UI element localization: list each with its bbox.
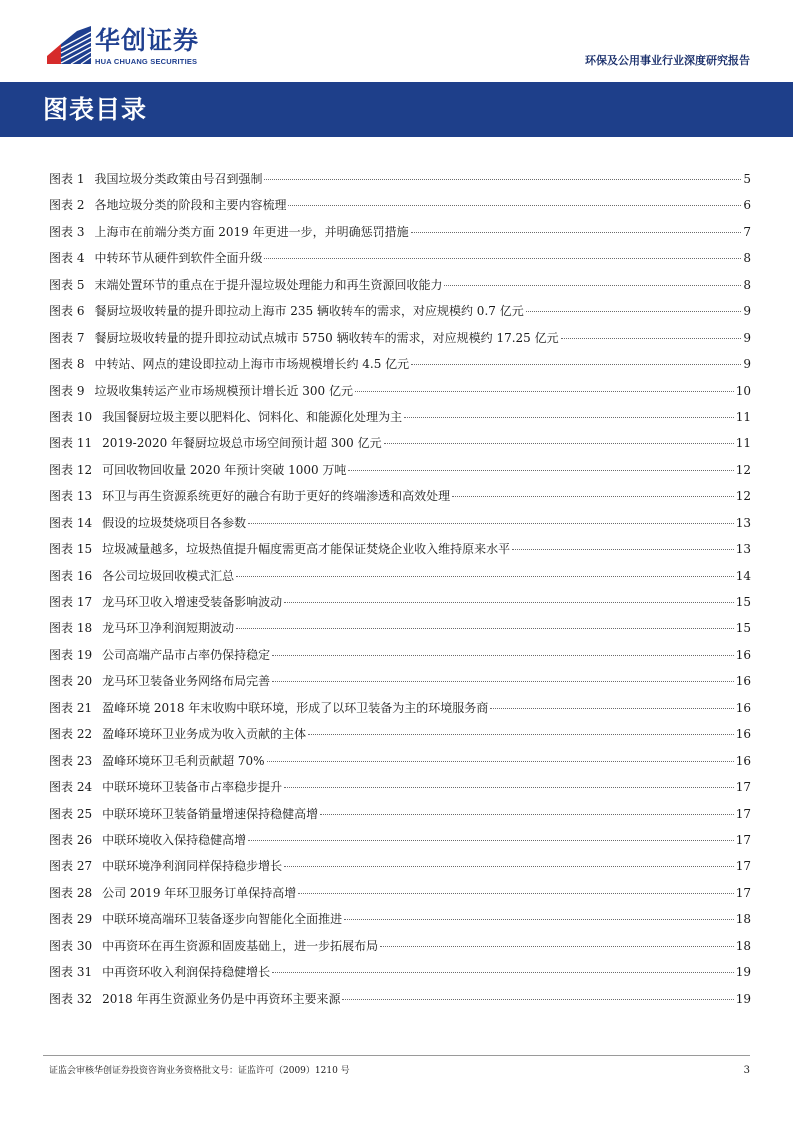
- toc-figure-title: 上海市在前端分类方面 2019 年更进一步，并明确惩罚措施: [94, 224, 409, 239]
- toc-entry[interactable]: [49, 827, 751, 853]
- toc-figure-title: 可回收物回收量 2020 年预计突破 1000 万吨: [102, 462, 347, 477]
- toc-figure-label: 图表 14: [49, 515, 93, 530]
- toc-page-number: 15: [735, 595, 751, 609]
- toc-figure-title: 中联环境环卫装备市占率稳步提升: [102, 780, 283, 795]
- toc-leader-dots: [380, 946, 734, 947]
- toc-page-number: 13: [735, 542, 751, 557]
- toc-page-number: 16: [735, 727, 751, 742]
- toc-leader-dots: [355, 391, 734, 392]
- toc-figure-label: 图表 5: [49, 277, 85, 292]
- toc-entry[interactable]: [49, 325, 751, 351]
- toc-figure-label: 图表 13: [49, 489, 93, 504]
- footer-disclaimer: 证监会审核华创证券投资咨询业务资格批文号：证监许可（2009）1210 号: [49, 1066, 350, 1076]
- toc-entry[interactable]: [49, 298, 751, 324]
- toc-figure-title: 假设的垃圾焚烧项目各参数: [102, 515, 247, 530]
- toc-figure-title: 2019-2020 年餐厨垃圾总市场空间预计超 300 亿元: [102, 436, 382, 451]
- toc-leader-dots: [284, 602, 734, 603]
- toc-leader-dots: [236, 628, 734, 629]
- toc-page-number: 12: [735, 462, 751, 477]
- toc-figure-label: 图表 23: [49, 753, 93, 768]
- toc-leader-dots: [298, 893, 733, 894]
- toc-figure-title: 龙马环卫收入增速受装备影响波动: [102, 595, 283, 609]
- toc-figure-title: 中联环境环卫装备销量增速保持稳健高增: [102, 806, 319, 821]
- toc-figure-title: 各公司垃圾回收模式汇总: [102, 568, 235, 583]
- toc-figure-label: 图表 17: [49, 595, 93, 609]
- toc-figure-title: 中转环节从硬件到软件全面升级: [94, 251, 263, 266]
- toc-figure-label: 图表 21: [49, 700, 93, 715]
- toc-leader-dots: [272, 655, 734, 656]
- toc-page-number: 11: [735, 409, 751, 424]
- toc-leader-dots: [284, 787, 734, 788]
- brand-name-cn: 华创证券: [95, 26, 200, 55]
- section-banner: [0, 82, 793, 137]
- toc-leader-dots: [272, 972, 734, 973]
- toc-figure-title: 环卫与再生资源系统更好的融合有助于更好的终端渗透和高效处理: [102, 489, 451, 504]
- toc-leader-dots: [490, 708, 733, 709]
- toc-leader-dots: [272, 681, 734, 682]
- toc-page-number: 10: [735, 383, 751, 398]
- toc-leader-dots: [308, 734, 734, 735]
- toc-page-number: 17: [735, 832, 751, 847]
- toc-figure-title: 中联环境高端环卫装备逐步向智能化全面推进: [102, 912, 343, 927]
- toc-figure-title: 龙马环卫装备业务网络布局完善: [102, 674, 271, 689]
- toc-figure-title: 公司高端产品市占率仍保持稳定: [102, 647, 271, 662]
- toc-figure-title: 中联环境收入保持稳健高增: [102, 832, 247, 847]
- toc-entry[interactable]: [49, 801, 751, 827]
- toc-figure-title: 2018 年再生资源业务仍是中再资环主要来源: [102, 991, 341, 1006]
- toc-figure-label: 图表 8: [49, 357, 85, 372]
- toc-page-number: 14: [735, 568, 751, 583]
- toc-leader-dots: [344, 919, 734, 920]
- toc-figure-title: 餐厨垃圾收转量的提升即拉动上海市 235 辆收转车的需求，对应规模约 0.7 亿元: [94, 304, 524, 319]
- section-title: 图表目录: [43, 95, 148, 124]
- footer-divider: [43, 1055, 750, 1056]
- toc-figure-label: 图表 18: [49, 621, 93, 636]
- toc-figure-label: 图表 16: [49, 568, 93, 583]
- toc-leader-dots: [248, 840, 734, 841]
- toc-page-number: 16: [735, 674, 751, 689]
- toc-figure-label: 图表 10: [49, 409, 93, 424]
- toc-entry[interactable]: [49, 880, 751, 906]
- toc-page-number: 12: [735, 489, 751, 504]
- toc-page-number: 16: [735, 647, 751, 662]
- toc-page-number: 9: [743, 330, 751, 345]
- toc-entry[interactable]: [49, 510, 751, 536]
- toc-leader-dots: [264, 258, 741, 259]
- toc-entry[interactable]: [49, 378, 751, 404]
- toc-leader-dots: [342, 999, 733, 1000]
- toc-leader-dots: [411, 232, 742, 233]
- toc-figure-label: 图表 3: [49, 224, 85, 239]
- toc-entry[interactable]: [49, 906, 751, 932]
- toc-leader-dots: [248, 523, 734, 524]
- toc-entry[interactable]: [49, 695, 751, 721]
- toc-figure-label: 图表 4: [49, 251, 85, 266]
- toc-figure-label: 图表 12: [49, 462, 93, 477]
- toc-figure-label: 图表 26: [49, 832, 93, 847]
- toc-leader-dots: [404, 417, 734, 418]
- toc-page-number: 8: [743, 251, 751, 266]
- toc-page-number: 18: [735, 912, 751, 927]
- toc-figure-label: 图表 1: [49, 172, 85, 186]
- toc-entry[interactable]: [49, 457, 751, 483]
- brand-name-en: HUA CHUANG SECURITIES: [95, 57, 198, 66]
- toc-page-number: 16: [735, 753, 751, 768]
- toc-page-number: 17: [735, 859, 751, 874]
- toc-figure-title: 盈峰环境环卫毛利贡献超 70%: [102, 753, 265, 768]
- toc-page-number: 6: [743, 198, 751, 213]
- toc-figure-label: 图表 15: [49, 542, 93, 557]
- toc-leader-dots: [320, 814, 734, 815]
- toc-figure-title: 我国餐厨垃圾主要以肥料化、饲料化、和能源化处理为主: [102, 409, 403, 424]
- toc-page-number: 19: [735, 991, 751, 1006]
- toc-entry[interactable]: [49, 959, 751, 985]
- toc-entry[interactable]: [49, 351, 751, 377]
- toc-entry[interactable]: [49, 642, 751, 668]
- page-header: [0, 0, 793, 82]
- toc-figure-label: 图表 20: [49, 674, 93, 689]
- toc-page-number: 13: [735, 515, 751, 530]
- toc-figure-label: 图表 9: [49, 383, 85, 398]
- toc-leader-dots: [561, 338, 742, 339]
- toc-leader-dots: [512, 549, 734, 550]
- toc-page-number: 9: [743, 304, 751, 319]
- toc-entry[interactable]: [49, 933, 751, 959]
- figure-toc-list: [49, 166, 751, 1012]
- toc-leader-dots: [384, 443, 734, 444]
- toc-entry[interactable]: [49, 245, 751, 271]
- toc-figure-title: 龙马环卫净利润短期波动: [102, 621, 235, 636]
- toc-leader-dots: [444, 285, 741, 286]
- toc-figure-label: 图表 22: [49, 727, 93, 742]
- toc-figure-label: 图表 25: [49, 806, 93, 821]
- toc-entry[interactable]: [49, 272, 751, 298]
- toc-entry[interactable]: [49, 774, 751, 800]
- toc-entry[interactable]: [49, 853, 751, 879]
- toc-entry[interactable]: [49, 615, 751, 641]
- toc-leader-dots: [288, 205, 741, 206]
- toc-page-number: 18: [735, 938, 751, 953]
- toc-page-number: 15: [735, 621, 751, 636]
- toc-figure-title: 中转站、网点的建设即拉动上海市市场规模增长约 4.5 亿元: [94, 357, 410, 372]
- toc-page-number: 8: [743, 277, 751, 292]
- page-number: 3: [743, 1065, 750, 1076]
- toc-figure-label: 图表 32: [49, 991, 93, 1006]
- toc-figure-label: 图表 29: [49, 912, 93, 927]
- toc-entry[interactable]: [49, 219, 751, 245]
- toc-page-number: 7: [743, 224, 751, 239]
- toc-figure-title: 中联环境净利润同样保持稳步增长: [102, 859, 283, 874]
- toc-page-number: 11: [735, 436, 751, 451]
- toc-entry[interactable]: [49, 483, 751, 509]
- toc-figure-title: 垃圾收集转运产业市场规模预计增长近 300 亿元: [94, 383, 353, 398]
- toc-figure-label: 图表 30: [49, 938, 93, 953]
- report-title: 环保及公用事业行业深度研究报告: [585, 54, 750, 67]
- toc-entry[interactable]: [49, 166, 751, 192]
- toc-page-number: 17: [735, 780, 751, 795]
- toc-figure-label: 图表 2: [49, 198, 85, 213]
- toc-leader-dots: [236, 576, 734, 577]
- toc-figure-label: 图表 6: [49, 304, 85, 319]
- toc-leader-dots: [284, 866, 734, 867]
- toc-figure-label: 图表 24: [49, 780, 93, 795]
- toc-leader-dots: [526, 311, 742, 312]
- toc-entry[interactable]: [49, 748, 751, 774]
- toc-entry[interactable]: [49, 192, 751, 218]
- toc-figure-label: 图表 31: [49, 965, 93, 980]
- toc-figure-title: 中再资环在再生资源和固废基础上，进一步拓展布局: [102, 938, 379, 953]
- toc-leader-dots: [267, 761, 734, 762]
- toc-leader-dots: [348, 470, 733, 471]
- toc-figure-title: 我国垃圾分类政策由号召到强制: [94, 172, 263, 186]
- toc-page-number: 9: [743, 357, 751, 372]
- toc-page-number: 16: [735, 700, 751, 715]
- toc-leader-dots: [452, 496, 734, 497]
- toc-figure-title: 盈峰环境 2018 年末收购中联环境，形成了以环卫装备为主的环境服务商: [102, 700, 489, 715]
- toc-figure-label: 图表 19: [49, 647, 93, 662]
- toc-entry[interactable]: [49, 589, 751, 615]
- toc-page-number: 17: [735, 885, 751, 900]
- toc-leader-dots: [411, 364, 741, 365]
- toc-entry[interactable]: [49, 536, 751, 562]
- toc-figure-label: 图表 27: [49, 859, 93, 874]
- toc-entry[interactable]: [49, 563, 751, 589]
- toc-page-number: 17: [735, 806, 751, 821]
- toc-figure-title: 末端处置环节的重点在于提升湿垃圾处理能力和再生资源回收能力: [94, 277, 443, 292]
- toc-page-number: 19: [735, 965, 751, 980]
- toc-figure-label: 图表 7: [49, 330, 85, 345]
- toc-figure-title: 垃圾减量越多，垃圾热值提升幅度需更高才能保证焚烧企业收入维持原来水平: [102, 542, 511, 557]
- toc-entry[interactable]: [49, 986, 751, 1012]
- toc-figure-title: 各地垃圾分类的阶段和主要内容梳理: [94, 198, 287, 213]
- toc-figure-label: 图表 11: [49, 436, 93, 451]
- toc-figure-label: 图表 28: [49, 885, 93, 900]
- toc-entry[interactable]: [49, 430, 751, 456]
- toc-figure-title: 餐厨垃圾收转量的提升即拉动试点城市 5750 辆收转车的需求，对应规模约 17.25 亿元: [94, 330, 559, 345]
- toc-figure-title: 公司 2019 年环卫服务订单保持高增: [102, 885, 297, 900]
- toc-entry[interactable]: [49, 404, 751, 430]
- toc-figure-title: 中再资环收入利润保持稳健增长: [102, 965, 271, 980]
- toc-entry[interactable]: [49, 668, 751, 694]
- toc-figure-title: 盈峰环境环卫业务成为收入贡献的主体: [102, 727, 307, 742]
- toc-entry[interactable]: [49, 721, 751, 747]
- toc-leader-dots: [264, 179, 741, 180]
- toc-page-number: 5: [743, 172, 751, 186]
- huachuang-logo-icon: [47, 26, 91, 64]
